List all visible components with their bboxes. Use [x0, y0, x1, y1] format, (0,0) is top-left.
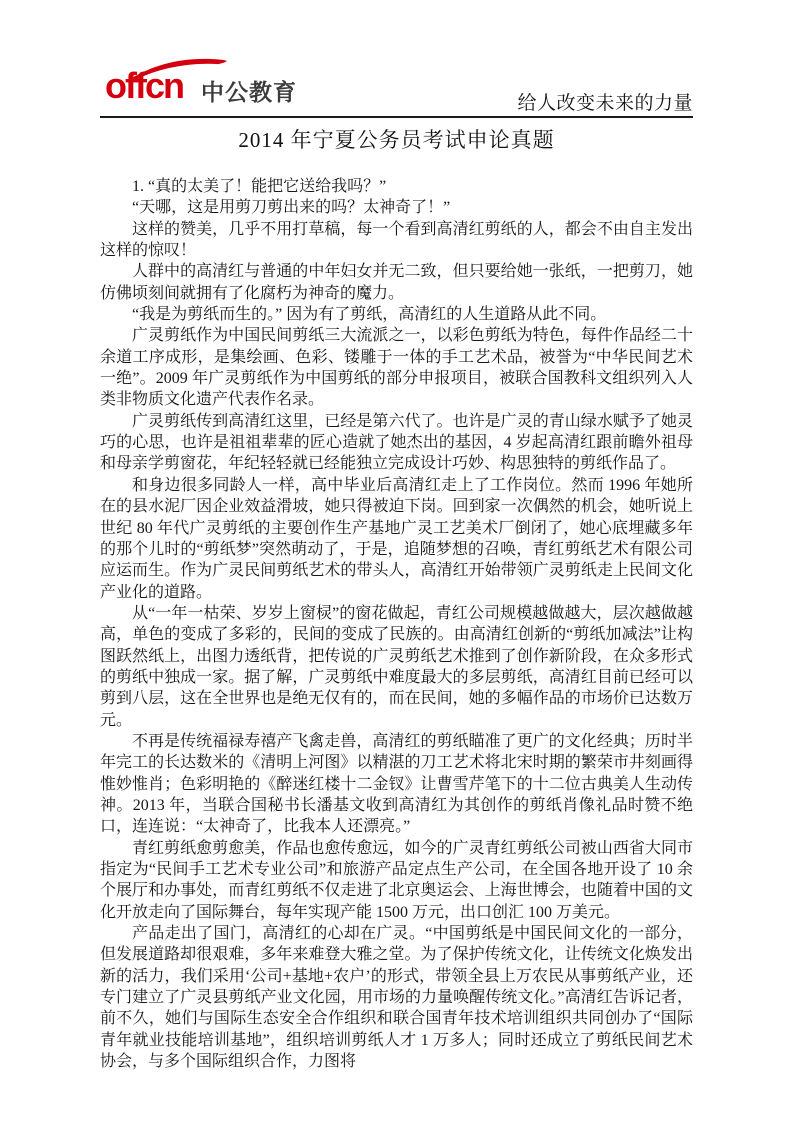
paragraph-10: 不再是传统福禄寿禧产飞禽走兽，高清红的剪纸瞄准了更广的文化经典；历时半年完工的长达数米的《清明上河图》以精湛的刀工艺术将北宋时期的繁荣市井刻画得惟妙惟肖；色彩明艳的《醉迷红楼十二金钗》让曹雪芹笔下的十二位古典美人生动传神。2013 年，当联合国秘书长潘基文收到高清红为其创作的剪纸肖像礼品时赞不绝口，连连说：“太神奇了，比我本人还漂亮。”: [100, 732, 693, 836]
paragraph-11: 青红剪纸愈剪愈美，作品也愈传愈远，如今的广灵青红剪纸公司被山西省大同市指定为“民间手工艺术专业公司”和旅游产品定点生产公司，在全国各地开设了 10 余个展厅和办事处，而青红剪纸不仅走进了北京奥运会、上海世博会，也随着中国的文化开放走向了国际舞台，每年实现产能 1500 万元，出口创汇 100 万美元。: [100, 839, 693, 921]
paragraph-8: 和身边很多同龄人一样，高中毕业后高清红走上了工作岗位。然而 1996 年她所在的县水泥厂因企业效益滑坡，她只得被迫下岗。回到家一次偶然的机会，她听说上世纪 80 年代广灵剪纸的主要创作生产基地广灵工艺美术厂倒闭了，她心底埋藏多年的那个儿时的“剪纸梦”突然萌动了，于是，追随梦想的召唤，青红剪纸艺术有限公司应运而生。作为广灵民间剪纸艺术的带头人，高清红开始带领广灵剪纸走上民间文化产业化的道路。: [100, 476, 693, 601]
page-title: 2014 年宁夏公务员考试申论真题: [238, 128, 555, 152]
paragraph-9: 从“一年一枯荣、岁岁上窗棂”的窗花做起，青红公司规模越做越大，层次越做越高，单色的变成了多彩的，民间的变成了民族的。由高清红创新的“剪纸加减法”让构图跃然纸上，出图力透纸背，把传说的广灵剪纸艺术推到了创作新阶段，在众多形式的剪纸中独成一家。据了解，广灵剪纸中难度最大的多层剪纸，高清红目前已经可以剪到八层，这在全世界也是绝无仅有的，而在民间，她的多幅作品的市场价已达数万元。: [100, 604, 693, 729]
paragraph-2: “天哪，这是用剪刀剪出来的吗？太神奇了！”: [132, 199, 451, 217]
paragraph-4: 人群中的高清红与普通的中年妇女并无二致，但只要给她一张纸，一把剪刀，她仿佛顷刻间就拥有了化腐朽为神奇的魔力。: [100, 263, 693, 302]
paragraph-5: “我是为剪纸而生的。” 因为有了剪纸，高清红的人生道路从此不同。: [132, 306, 607, 324]
logo-brand-chinese: 中公教育: [201, 79, 297, 105]
paragraph-3: 这样的赞美，几乎不用打草稿，每一个看到高清红剪纸的人，都会不由自主发出这样的惊叹！: [100, 220, 693, 260]
paragraph-1: 1. “真的太美了！能把它送给我吗？”: [132, 178, 387, 195]
header-divider: [100, 116, 693, 118]
brand-tagline: 给人改变未来的力量: [517, 93, 693, 114]
document-body: [100, 176, 693, 1072]
logo-brand-text: offcn: [105, 65, 183, 106]
paragraph-7: 广灵剪纸传到高清红这里，已经是第六代了。也许是广灵的青山绿水赋予了她灵巧的心思，也许是祖祖辈辈的匠心造就了她杰出的基因，4 岁起高清红跟前瞻外祖母和母亲学剪窗花，年纪轻轻就已经能独立完成设计巧妙、构思独特的剪纸作品了。: [100, 412, 693, 473]
offcn-logo: [105, 54, 425, 110]
paragraph-12: 产品走出了国门，高清红的心却在广灵。“中国剪纸是中国民间文化的一部分，但发展道路却很艰难，多年来难登大雅之堂。为了保护传统文化，让传统文化焕发出新的活力，我们采用‘公司+基地+农户’的形式，带领全县上万农民从事剪纸产业，还专门建立了广灵县剪纸产业文化园，用市场的力量唤醒传统文化。”高清红告诉记者，前不久，她们与国际生态安全合作组织和联合国青年技术培训组织共同创办了“国际青年就业技能培训基地”，组织培训剪纸人才 1 万多人；同时还成立了剪纸民间艺术协会，与多个国际组织合作，力图将: [100, 925, 693, 1071]
paragraph-6: 广灵剪纸作为中国民间剪纸三大流派之一，以彩色剪纸为特色，每件作品经二十余道工序成形，是集绘画、色彩、镂雕于一体的手工艺术品，被誉为“中华民间艺术一绝”。2009 年广灵剪纸作为中国剪纸的部分申报项目，被联合国教科文组织列入人类非物质文化遗产代表作名录。: [100, 327, 693, 409]
